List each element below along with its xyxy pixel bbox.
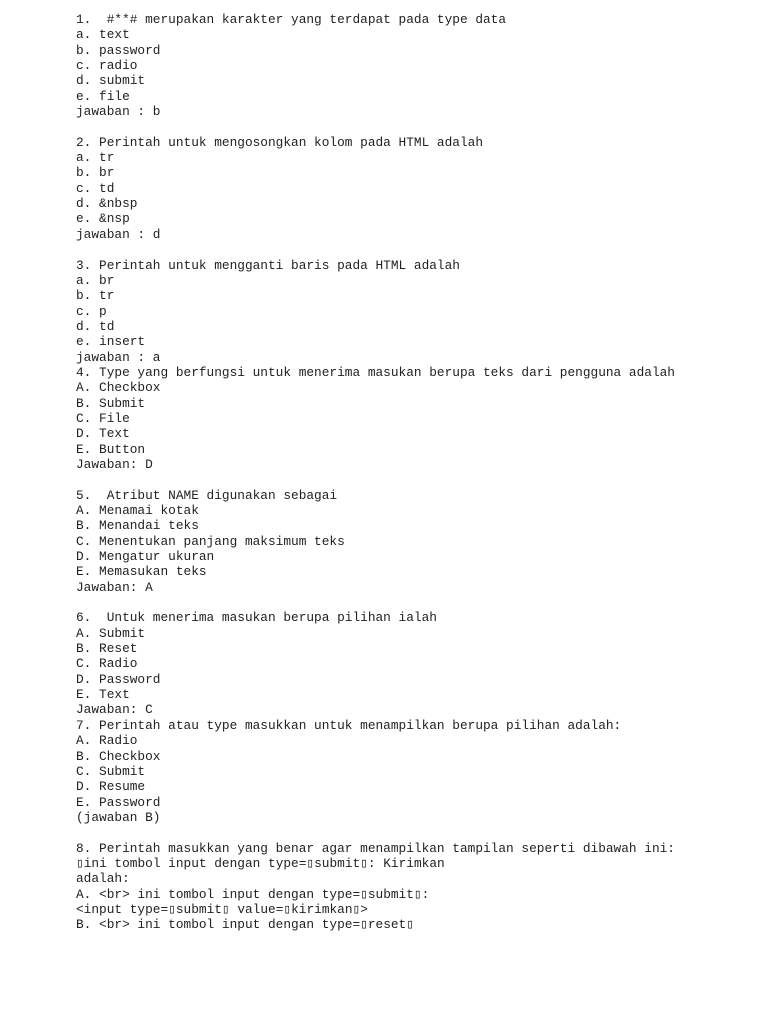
question-prompt: 5. Atribut NAME digunakan sebagai	[76, 487, 338, 503]
question-block	[76, 488, 756, 595]
question-block	[76, 610, 756, 717]
question-option: c. p	[76, 303, 107, 319]
question-option: E. Text	[76, 687, 130, 703]
question-block	[76, 258, 756, 365]
question-block	[76, 718, 756, 825]
question-answer: Jawaban: C	[76, 702, 153, 718]
spacer	[76, 595, 756, 610]
question-option: c. radio	[76, 58, 138, 74]
question-option: a. tr	[76, 150, 115, 166]
question-option: c. td	[76, 180, 115, 196]
question-option: B. Menandai teks	[76, 518, 199, 534]
spacer	[76, 825, 756, 840]
question-option: b. tr	[76, 288, 115, 304]
question-text: ▯ini tombol input dengan type=▯submit▯: Kirimkan	[76, 855, 445, 871]
question-option: C. Submit	[76, 763, 146, 779]
question-option: b. password	[76, 42, 161, 58]
question-option: a. br	[76, 272, 115, 288]
question-prompt: 4. Type yang berfungsi untuk menerima masukan berupa teks dari pengguna adalah	[76, 364, 675, 380]
question-option: d. submit	[76, 73, 146, 89]
question-option: e. insert	[76, 334, 146, 350]
question-option: D. Resume	[76, 779, 146, 795]
document-page	[76, 12, 756, 933]
question-block	[76, 841, 756, 933]
question-answer: Jawaban: A	[76, 579, 153, 595]
question-option: d. &nbsp	[76, 196, 138, 212]
question-answer: jawaban : d	[76, 226, 161, 242]
question-option: a. text	[76, 27, 130, 43]
question-prompt: 8. Perintah masukkan yang benar agar menampilkan tampilan seperti dibawah ini:	[76, 840, 675, 856]
question-option: E. Password	[76, 794, 161, 810]
question-option: B. Checkbox	[76, 748, 161, 764]
question-option: A. <br> ini tombol input dengan type=▯submit▯:	[76, 886, 430, 902]
spacer	[76, 472, 756, 487]
question-option: C. Radio	[76, 656, 138, 672]
question-prompt: 6. Untuk menerima masukan berupa pilihan ialah	[76, 610, 437, 626]
question-option: A. Checkbox	[76, 380, 161, 396]
question-option: b. br	[76, 165, 115, 181]
question-option: E. Button	[76, 441, 146, 457]
question-option: e. file	[76, 88, 130, 104]
question-option: B. Submit	[76, 395, 146, 411]
question-answer: Jawaban: D	[76, 456, 153, 472]
question-option: C. Menentukan panjang maksimum teks	[76, 533, 345, 549]
question-answer: jawaban : a	[76, 349, 161, 365]
question-answer: jawaban : b	[76, 104, 161, 120]
question-option-continuation: <input type=▯submit▯ value=▯kirimkan▯>	[76, 901, 368, 917]
question-option: A. Submit	[76, 625, 146, 641]
question-option: B. <br> ini tombol input dengan type=▯reset▯	[76, 917, 414, 933]
question-option: C. File	[76, 410, 130, 426]
question-option: e. &nsp	[76, 211, 130, 227]
question-option: d. td	[76, 318, 115, 334]
question-answer: (jawaban B)	[76, 809, 161, 825]
question-option: A. Menamai kotak	[76, 503, 199, 518]
question-option: A. Radio	[76, 733, 138, 749]
question-option: D. Password	[76, 671, 161, 687]
question-text: adalah:	[76, 871, 130, 887]
question-option: B. Reset	[76, 641, 138, 657]
question-prompt: 7. Perintah atau type masukkan untuk menampilkan berupa pilihan adalah:	[76, 717, 622, 733]
question-prompt: 3. Perintah untuk mengganti baris pada HTML adalah	[76, 257, 460, 273]
spacer	[76, 119, 756, 134]
question-option: D. Text	[76, 426, 130, 442]
question-option: E. Memasukan teks	[76, 564, 207, 580]
question-block	[76, 135, 756, 242]
spacer	[76, 242, 756, 257]
question-block	[76, 12, 756, 119]
question-prompt: 2. Perintah untuk mengosongkan kolom pada HTML adalah	[76, 134, 484, 150]
question-block	[76, 365, 756, 472]
question-prompt: 1. #**# merupakan karakter yang terdapat pada type data	[76, 12, 507, 27]
question-option: D. Mengatur ukuran	[76, 549, 215, 565]
